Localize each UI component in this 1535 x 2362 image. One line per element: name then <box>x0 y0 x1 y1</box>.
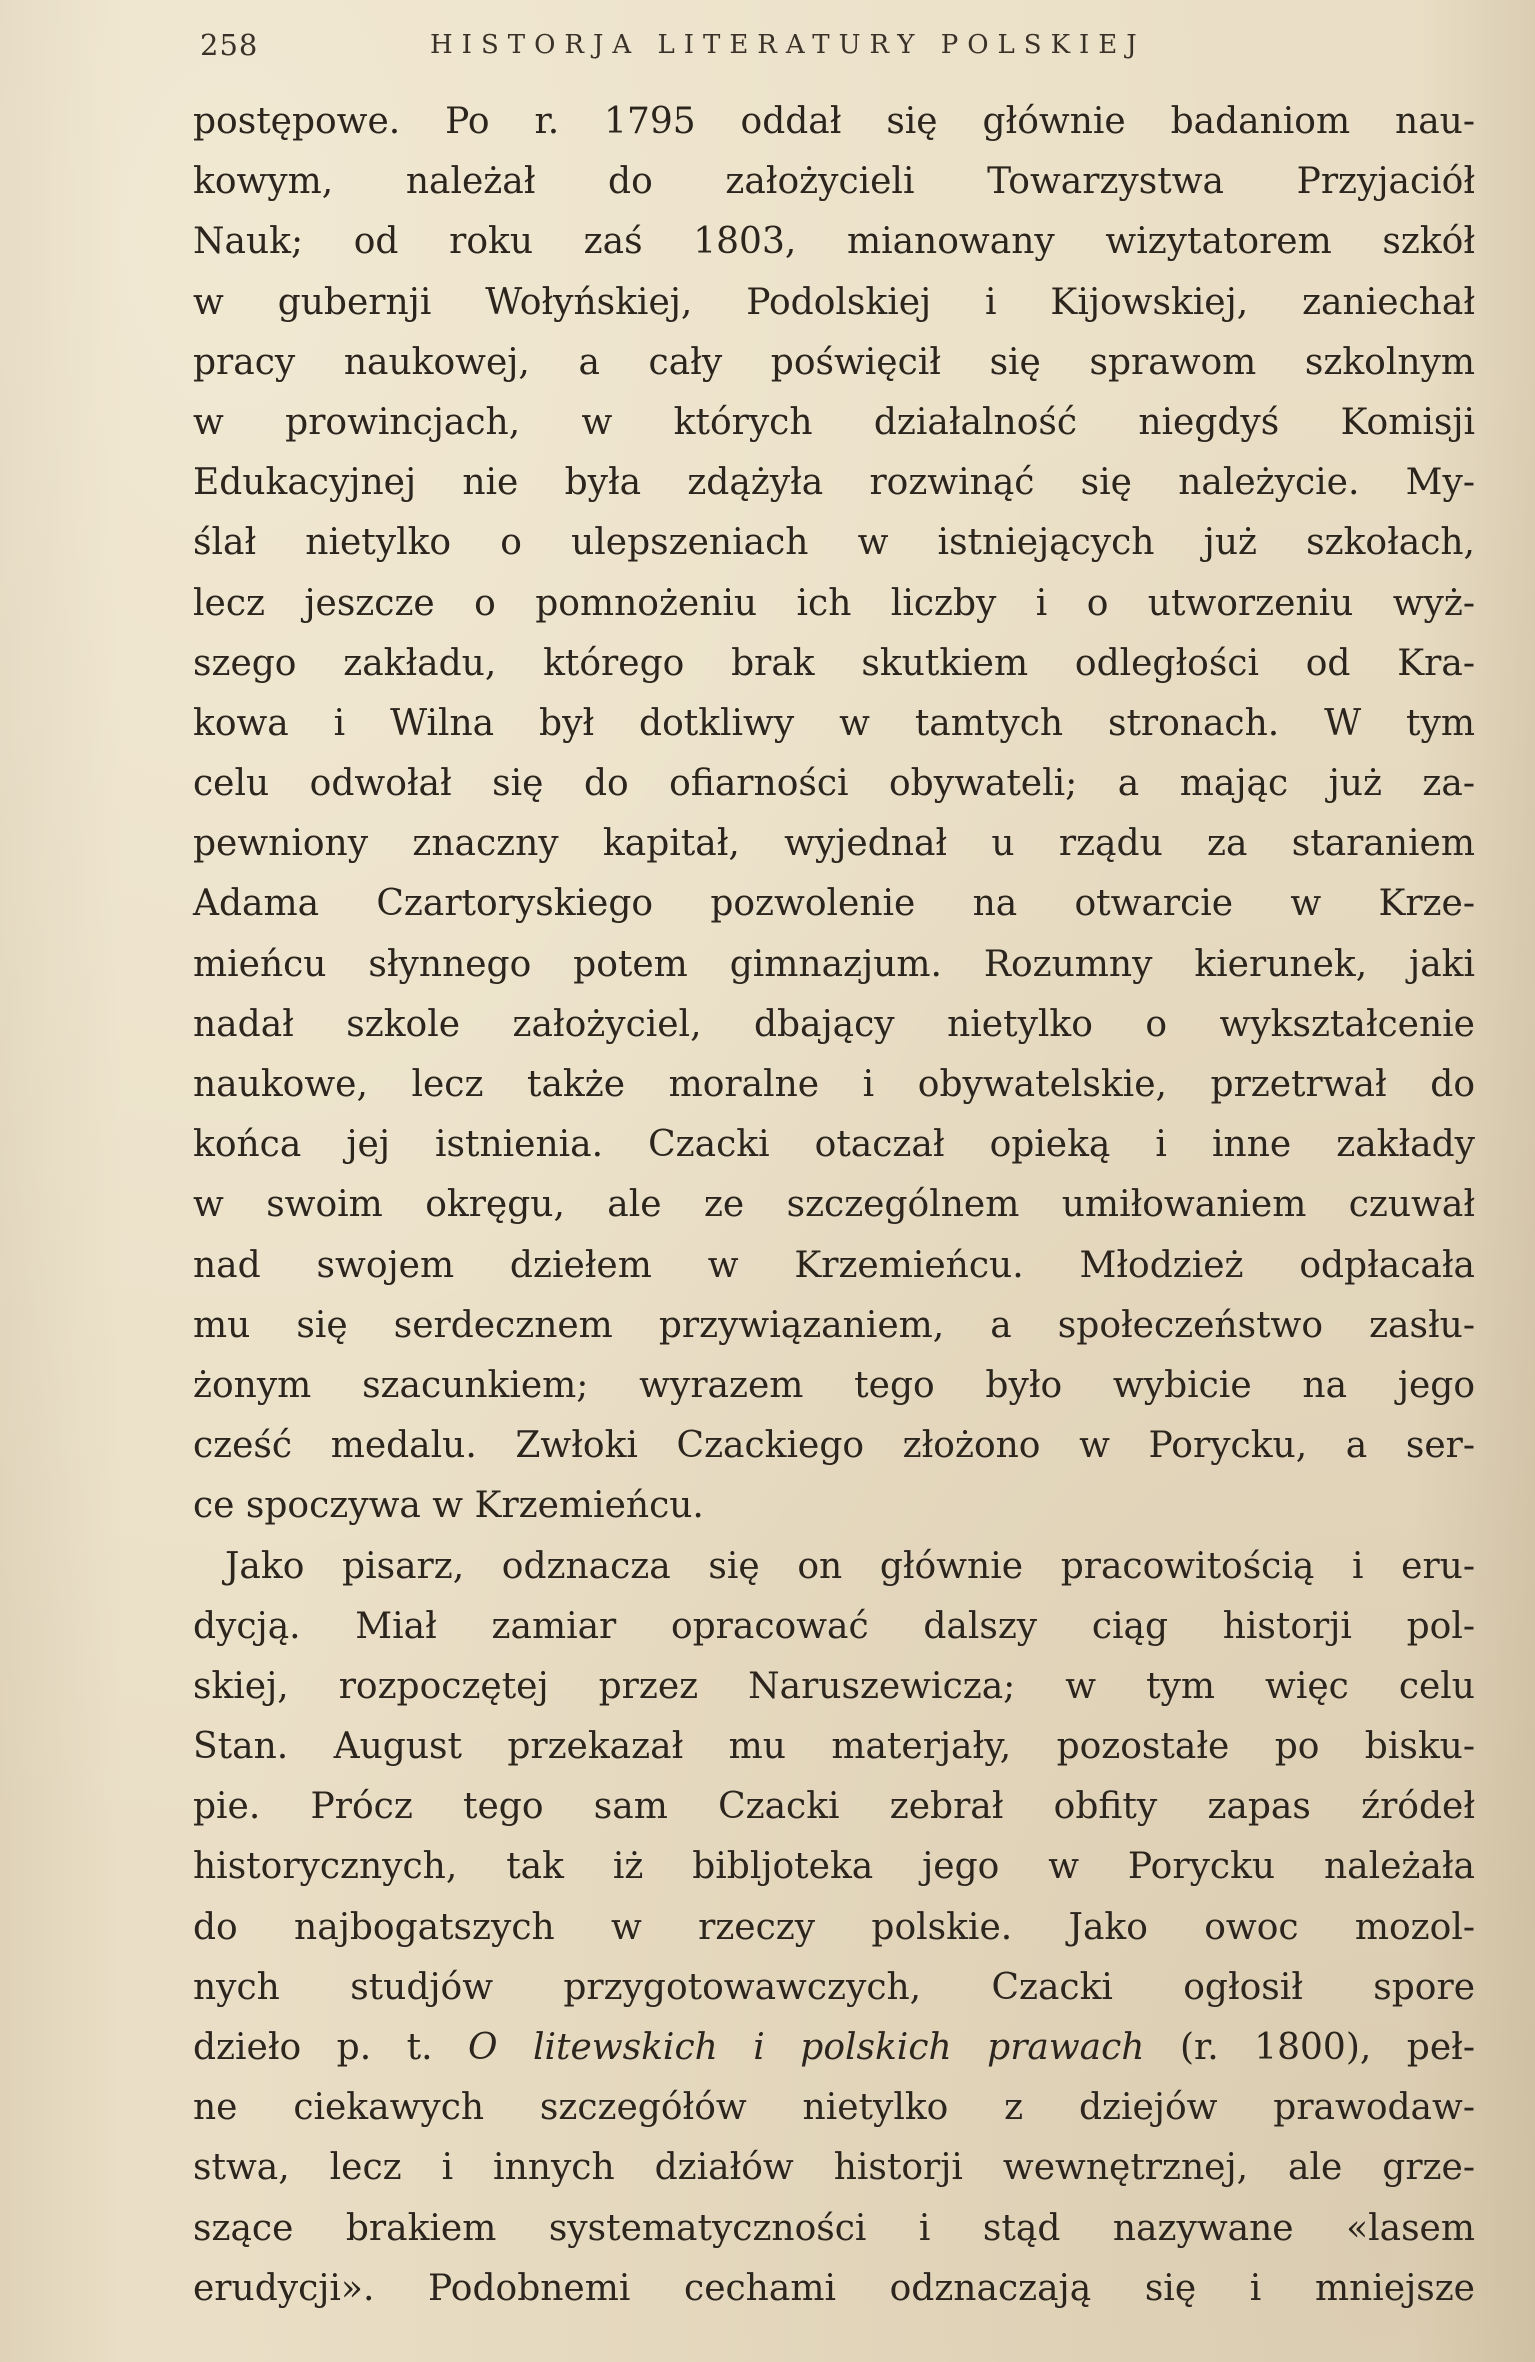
text-line: skiej, rozpoczętej przez Naruszewicza; w tym więc celu <box>193 1665 1475 1707</box>
text-line: Jako pisarz, odznacza się on głównie pracowitością i eru- <box>225 1545 1475 1587</box>
text-line: szące brakiem systematyczności i stąd nazywane «lasem <box>193 2207 1475 2249</box>
text-line: nych studjów przygotowawczych, Czacki ogłosił spore <box>193 1966 1475 2008</box>
text-line: Edukacyjnej nie była zdążyła rozwinąć się należycie. My- <box>193 462 1475 504</box>
text-line: Stan. August przekazał mu materjały, pozostałe po bisku- <box>193 1726 1475 1768</box>
text-line: mu się serdecznem przywiązaniem, a społeczeństwo zasłu- <box>193 1304 1475 1346</box>
text-line: naukowe, lecz także moralne i obywatelskie, przetrwał do <box>193 1064 1475 1105</box>
text-line: dycją. Miał zamiar opracować dalszy ciąg historji pol- <box>193 1605 1475 1647</box>
book-title-italic: O litewskich i polskich prawach <box>468 2027 1145 2068</box>
text-line: cześć medalu. Zwłoki Czackiego złożono w Porycku, a ser- <box>193 1425 1475 1467</box>
running-title: HISTORJA LITERATURY POLSKIEJ <box>430 30 1146 60</box>
text-line: kowa i Wilna był dotkliwy w tamtych stronach. W tym <box>193 702 1475 744</box>
text-line: celu odwołał się do ofiarności obywateli; a mając już za- <box>193 763 1475 805</box>
text-line: w swoim okręgu, ale ze szczególnem umiłowaniem czuwał <box>193 1184 1475 1226</box>
page-header <box>200 28 1470 68</box>
text-line: końca jej istnienia. Czacki otaczał opieką i inne zakłady <box>193 1124 1475 1166</box>
text-line: pracy naukowej, a cały poświęcił się sprawom szkolnym <box>193 341 1475 383</box>
text-line: mieńcu słynnego potem gimnazjum. Rozumny kierunek, jaki <box>193 943 1475 985</box>
text-line: lecz jeszcze o pomnożeniu ich liczby i o utworzeniu wyż- <box>193 582 1475 624</box>
text-line: ślał nietylko o ulepszeniach w istniejących już szkołach, <box>193 522 1475 564</box>
text-line: w gubernji Wołyńskiej, Podolskiej i Kijowskiej, zaniechał <box>193 281 1475 323</box>
text-line: historycznych, tak iż bibljoteka jego w Porycku należała <box>193 1846 1475 1888</box>
text-line-with-title <box>193 2018 1475 2078</box>
text-line: nad swojem dziełem w Krzemieńcu. Młodzież odpłacała <box>193 1244 1475 1286</box>
text-line: pie. Prócz tego sam Czacki zebrał obfity zapas źródeł <box>193 1786 1475 1828</box>
body-text <box>193 92 1475 2319</box>
text-line: ne ciekawych szczegółów nietylko z dziejów prawodaw- <box>193 2087 1475 2129</box>
text-line: żonym szacunkiem; wyrazem tego było wybicie na jego <box>193 1364 1475 1406</box>
text-line: postępowe. Po r. 1795 oddał się głównie badaniom nau- <box>193 101 1475 142</box>
text-line: do najbogatszych w rzeczy polskie. Jako owoc mozol- <box>193 1906 1475 1948</box>
line-text-before: dzieło p. t. <box>193 2027 469 2068</box>
text-line: szego zakładu, którego brak skutkiem odległości od Kra- <box>193 642 1475 684</box>
text-line: erudycji». Podobnemi cechami odznaczają się i mniejsze <box>193 2267 1475 2309</box>
text-line: Nauk; od roku zaś 1803, mianowany wizytatorem szkół <box>193 221 1475 263</box>
text-line: w prowincjach, w których działalność niegdyś Komisji <box>193 401 1475 443</box>
text-line: ce spoczywa w Krzemieńcu. <box>193 1485 704 1527</box>
text-line: stwa, lecz i innych działów historji wewnętrznej, ale grze- <box>193 2147 1475 2189</box>
text-line: pewniony znaczny kapitał, wyjednał u rządu za staraniem <box>193 823 1475 865</box>
text-line: Adama Czartoryskiego pozwolenie na otwarcie w Krze- <box>193 883 1475 925</box>
text-line: kowym, należał do założycieli Towarzystwa Przyjaciół <box>193 161 1475 203</box>
line-text-after: (r. 1800), peł- <box>1144 2027 1475 2068</box>
text-line: nadał szkole założyciel, dbający nietylko o wykształcenie <box>193 1003 1475 1045</box>
page-number: 258 <box>200 28 259 62</box>
